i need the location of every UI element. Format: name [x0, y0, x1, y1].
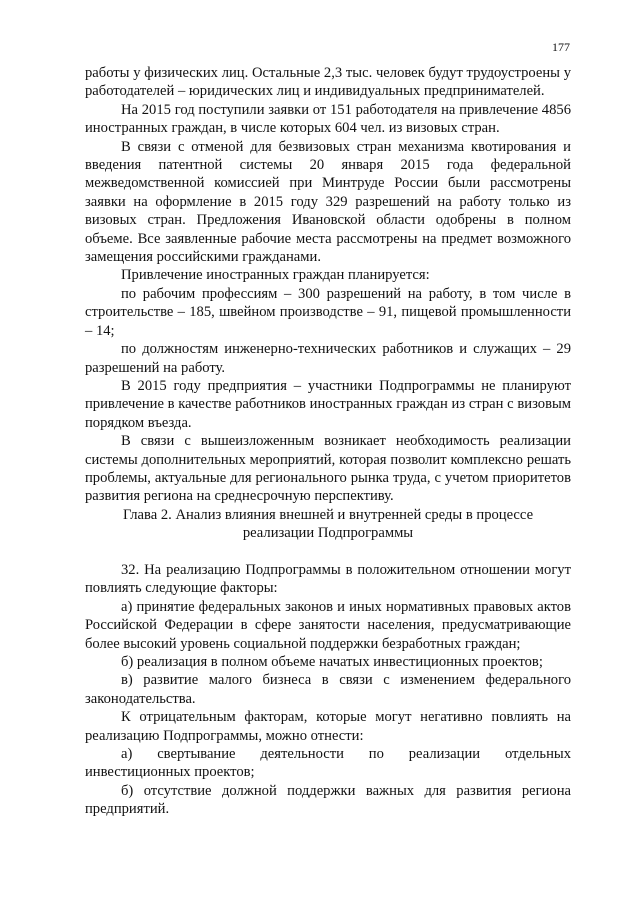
paragraph-foreign-workers-plan: Привлечение иностранных граждан планируется:: [121, 267, 430, 284]
chapter-heading-line-1: Глава 2. Анализ влияния внешней и внутренней среды в процессе: [122, 506, 534, 523]
paragraph-negative-factors: К отрицательным факторам, которые могут негативно повлиять на реализацию Подпрограммы, можно отнести:: [85, 709, 571, 744]
paragraph-engineering-positions: по должностям инженерно-технических работников и служащих – 29 разрешений на работу.: [85, 341, 571, 376]
chapter-heading-line-2: реализации Подпрограммы: [242, 525, 414, 542]
list-item-investment-projects: б) реализация в полном объеме начатых инвестиционных проектов;: [121, 653, 543, 670]
paragraph-participants-2015: В 2015 году предприятия – участники Подпрограммы не планируют привлечение в качестве работников иностранных граждан из стран с визовым порядком въезда.: [85, 377, 571, 431]
list-item-federal-laws: а) принятие федеральных законов и иных нормативных правовых актов Российской Федерации в сфере занятости населения, предусматривающие более высокий уровень социальной поддержки безработных граждан;: [85, 598, 571, 652]
paragraph-working-professions: по рабочим профессиям – 300 разрешений на работу, в том числе в строительстве – 185, швейном производстве – 91, пищевой промышленности – 14;: [85, 285, 571, 339]
list-item-small-business: в) развитие малого бизнеса в связи с изменением федерального законодательства.: [85, 672, 571, 707]
list-item-project-curtailment: а) свертывание деятельности по реализации отдельных инвестиционных проектов;: [85, 746, 571, 781]
paragraph-continuation: работы у физических лиц. Остальные 2,3 тыс. человек будут трудоустроены у работодателей – юридических лиц и индивидуальных предпринимателей.: [85, 65, 571, 100]
list-item-lack-of-support: б) отсутствие должной поддержки важных для развития региона предприятий.: [85, 782, 571, 818]
page-number: 177: [552, 40, 570, 54]
page-body: [85, 64, 571, 819]
paragraph-applications-2015: На 2015 год поступили заявки от 151 работодателя на привлечение 4856 иностранных граждан, в числе которых 604 чел. из визовых стран.: [85, 101, 571, 137]
paragraph-positive-factors: 32. На реализацию Подпрограммы в положительном отношении могут повлиять следующие факторы:: [85, 561, 571, 597]
paragraph-additional-measures: В связи с вышеизложенным возникает необходимость реализации системы дополнительных мероприятий, которая позволит комплексно решать проблемы, актуальные для регионального рынка труда, с учетом приоритетов развития региона на среднесрочную перспективу.: [85, 433, 571, 505]
heading-spacer: [85, 543, 571, 561]
paragraph-quota-cancellation: В связи с отменой для безвизовых стран механизма квотирования и введения патентной системы 20 января 2015 года федеральной межведомственной комиссией при Минтруде России были рассмотрены заявки на оформление в 2015 году 329 разрешений на работу только из визовых стран. Предложения Ивановской области одобрены в полном объеме. Все заявленные рабочие места рассмотрены на предмет возможного замещения российскими гражданами.: [85, 138, 571, 266]
